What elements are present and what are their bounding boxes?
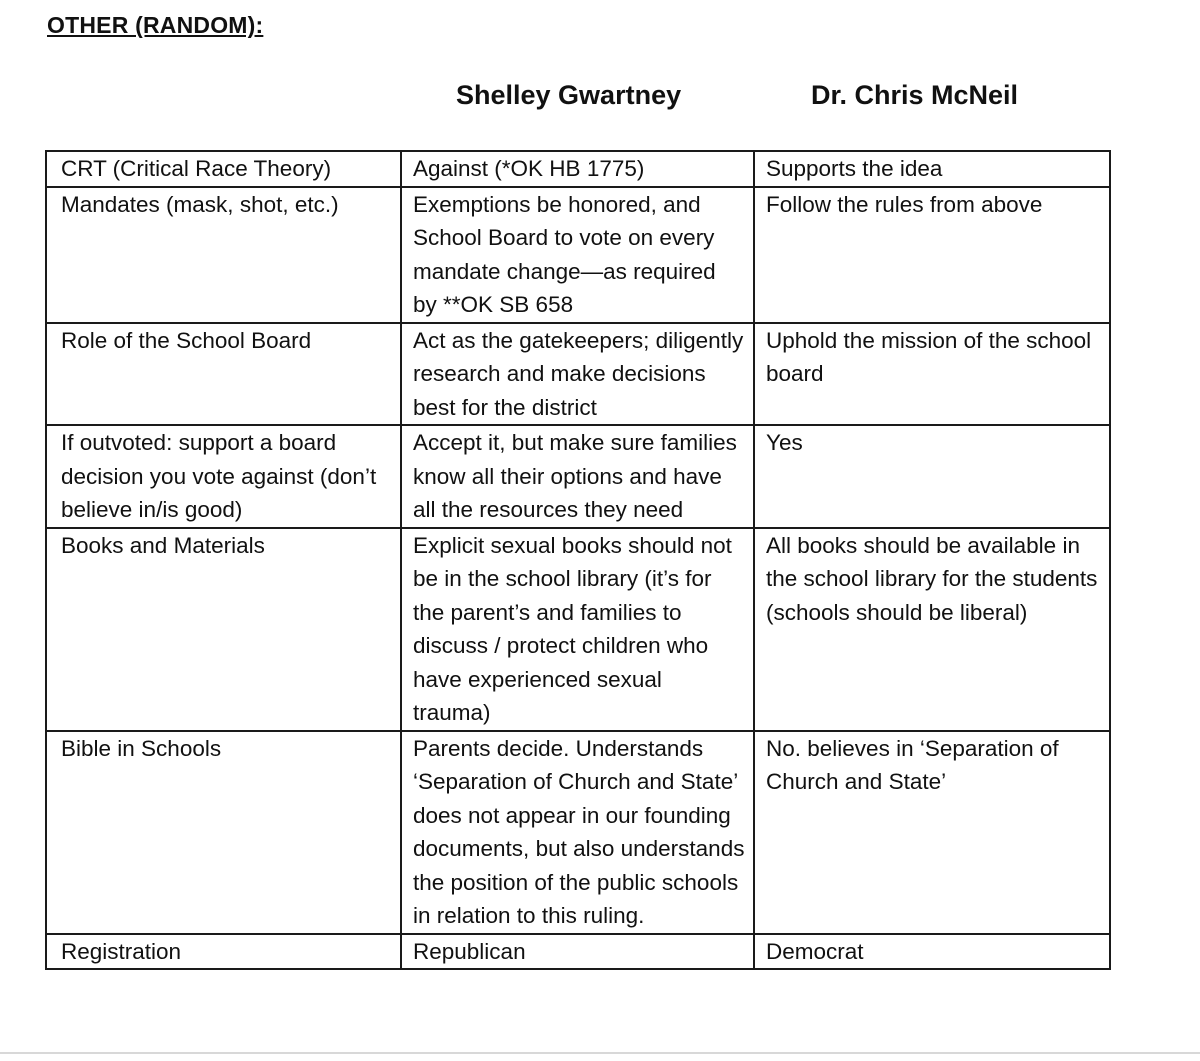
mcneil-position-cell: Uphold the mission of the school board (754, 323, 1110, 426)
mcneil-position-cell: Follow the rules from above (754, 187, 1110, 323)
table-row-school-board-role (46, 323, 1110, 426)
gwartney-position-cell: Parents decide. Understands ‘Separation of Church and State’ does not appear in our founding documents, but also understands the position of the public schools in relation to this ruling. (401, 731, 754, 934)
topic-cell: If outvoted: support a board decision you vote against (don’t believe in/is good) (46, 425, 401, 528)
mcneil-position-cell: Democrat (754, 934, 1110, 970)
mcneil-position-cell: No. believes in ‘Separation of Church and State’ (754, 731, 1110, 934)
gwartney-position-cell: Act as the gatekeepers; diligently research and make decisions best for the district (401, 323, 754, 426)
table-row-if-outvoted (46, 425, 1110, 528)
candidate-heading-mcneil: Dr. Chris McNeil (811, 80, 1019, 110)
topic-cell: CRT (Critical Race Theory) (46, 151, 401, 187)
gwartney-position-cell: Accept it, but make sure families know all their options and have all the resources they need (401, 425, 754, 528)
gwartney-position-cell: Exemptions be honored, and School Board to vote on every mandate change—as required by **OK SB 658 (401, 187, 754, 323)
topic-cell: Role of the School Board (46, 323, 401, 426)
mcneil-position-cell: Supports the idea (754, 151, 1110, 187)
gwartney-position-cell: Against (*OK HB 1775) (401, 151, 754, 187)
page-edge-divider (0, 1052, 1200, 1054)
table-row-bible-in-schools (46, 731, 1110, 934)
topic-cell: Registration (46, 934, 401, 970)
table-row-registration (46, 934, 1110, 970)
gwartney-position-cell: Explicit sexual books should not be in the school library (it’s for the parent’s and families to discuss / protect children who have experienced sexual trauma) (401, 528, 754, 731)
candidate-heading-gwartney: Shelley Gwartney (456, 80, 682, 110)
section-title: OTHER (RANDOM): (47, 12, 264, 38)
table-row-mandates (46, 187, 1110, 323)
topic-cell: Bible in Schools (46, 731, 401, 934)
table-row-books-materials (46, 528, 1110, 731)
topic-cell: Mandates (mask, shot, etc.) (46, 187, 401, 323)
mcneil-position-cell: Yes (754, 425, 1110, 528)
topic-cell: Books and Materials (46, 528, 401, 731)
table-row-crt (46, 151, 1110, 187)
mcneil-position-cell: All books should be available in the school library for the students (schools should be liberal) (754, 528, 1110, 731)
comparison-table (45, 150, 1111, 970)
gwartney-position-cell: Republican (401, 934, 754, 970)
